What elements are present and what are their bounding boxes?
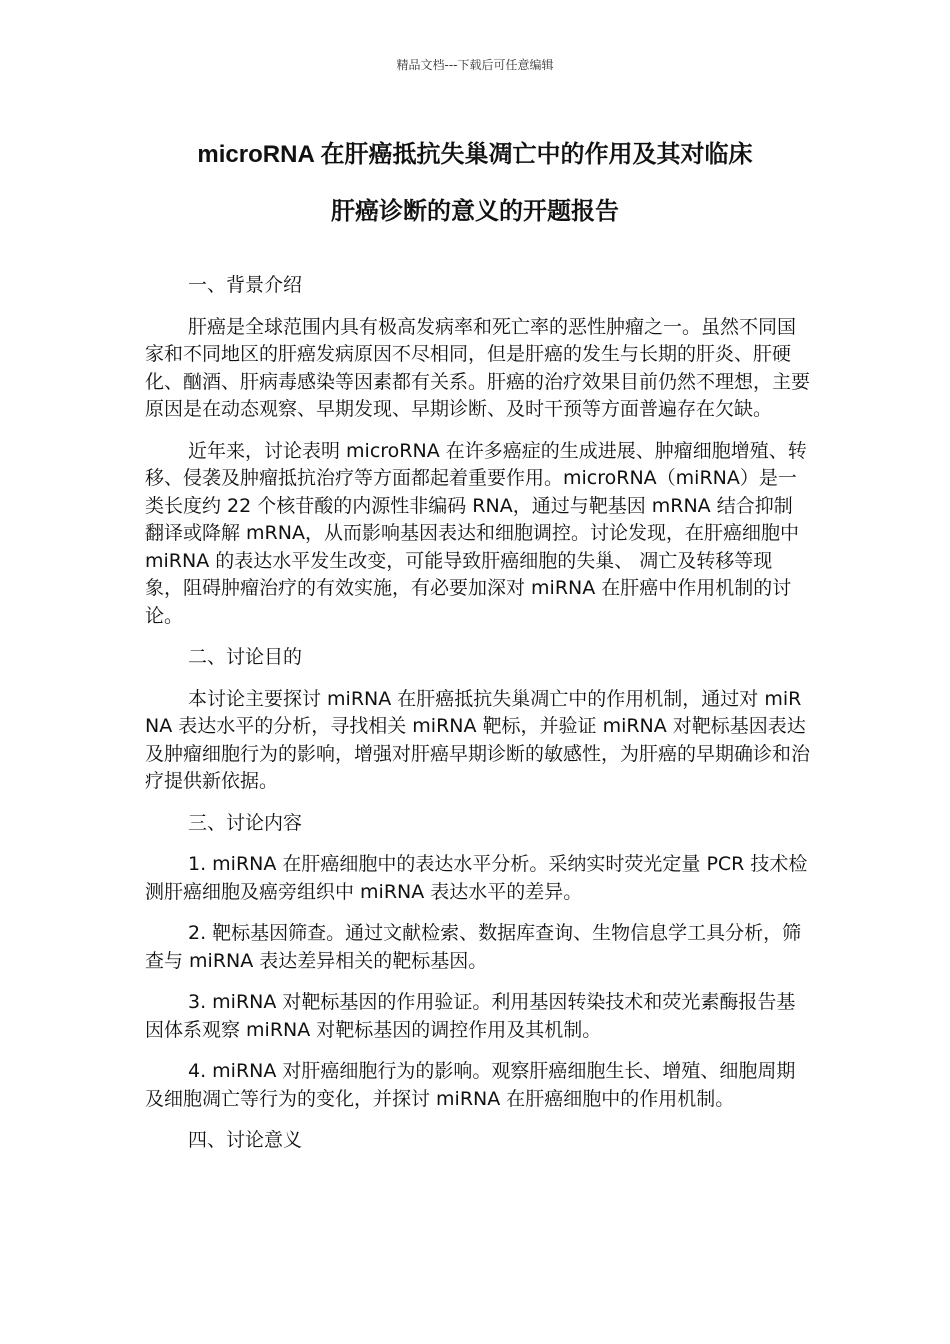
paragraph-background-1: 肝癌是全球范围内具有极高发病率和死亡率的恶性肿瘤之一。虽然不同国家和不同地区的肝癌发病原因不尽相同，但是肝癌的发生与长期的肝炎、肝硬化、酗酒、肝病毒感染等因素都有关系。肝癌的治疗效果目前仍然不理想，主要原因是在动态观察、早期发现、早期诊断、及时干预等方面普遍存在欠缺。 xyxy=(145,315,811,420)
section-heading-content: 三、讨论内容 xyxy=(188,811,303,834)
list-item-content-3: 3. miRNA 对靶标基因的作用验证。利用基因转染技术和荧光素酶报告基因体系观察 miRNA 对靶标基因的调控作用及其机制。 xyxy=(145,991,796,1041)
list-item-content-4: 4. miRNA 对肝癌细胞行为的影响。观察肝癌细胞生长、增殖、细胞周期及细胞凋亡等行为的变化，并探讨 miRNA 在肝癌细胞中的作用机制。 xyxy=(145,1060,796,1110)
document-body xyxy=(145,272,810,1155)
section-heading-purpose: 二、讨论目的 xyxy=(188,646,303,668)
document-title-line-2: 肝癌诊断的意义的开题报告 xyxy=(331,198,619,225)
paragraph-purpose-1: 本讨论主要探讨 miRNA 在肝癌抵抗失巢凋亡中的作用机制，通过对 miRNA 表达水平的分析，寻找相关 miRNA 靶标，并验证 miRNA 对靶标基因表达及肿瘤细胞行为的影响，增强对肝癌早期诊断的敏感性，为肝癌的早期确诊和治疗提供新依据。 xyxy=(145,687,811,792)
header-note: 精品文档---下载后可任意编辑 xyxy=(396,58,554,72)
list-item-content-1: 1. miRNA 在肝癌细胞中的表达水平分析。采纳实时荧光定量 PCR 技术检测肝癌细胞及癌旁组织中 miRNA 表达水平的差异。 xyxy=(145,853,808,903)
paragraph-background-2: 近年来，讨论表明 microRNA 在许多癌症的生成进展、肿瘤细胞增殖、转移、侵袭及肿瘤抵抗治疗等方面都起着重要作用。microRNA（miRNA）是一类长度约 22 个核苷酸的内源性非编码 RNA，通过与靶基因 mRNA 结合抑制翻译或降解 mRNA，从而影响基因表达和细胞调控。讨论发现，在肝癌细胞中 miRNA 的表达水平发生改变，可能导致肝癌细胞的失巢、 凋亡及转移等现象，阻碍肿瘤治疗的有效实施，有必要加深对 miRNA 在肝癌中作用机制的讨论。 xyxy=(145,439,807,627)
section-heading-significance: 四、讨论意义 xyxy=(188,1129,303,1151)
list-item-content-2: 2. 靶标基因筛查。通过文献检索、数据库查询、生物信息学工具分析，筛查与 miRNA 表达差异相关的靶标基因。 xyxy=(145,922,802,972)
document-title-line-1: microRNA 在肝癌抵抗失巢凋亡中的作用及其对临床 xyxy=(197,141,753,168)
section-heading-background: 一、背景介绍 xyxy=(188,274,303,296)
